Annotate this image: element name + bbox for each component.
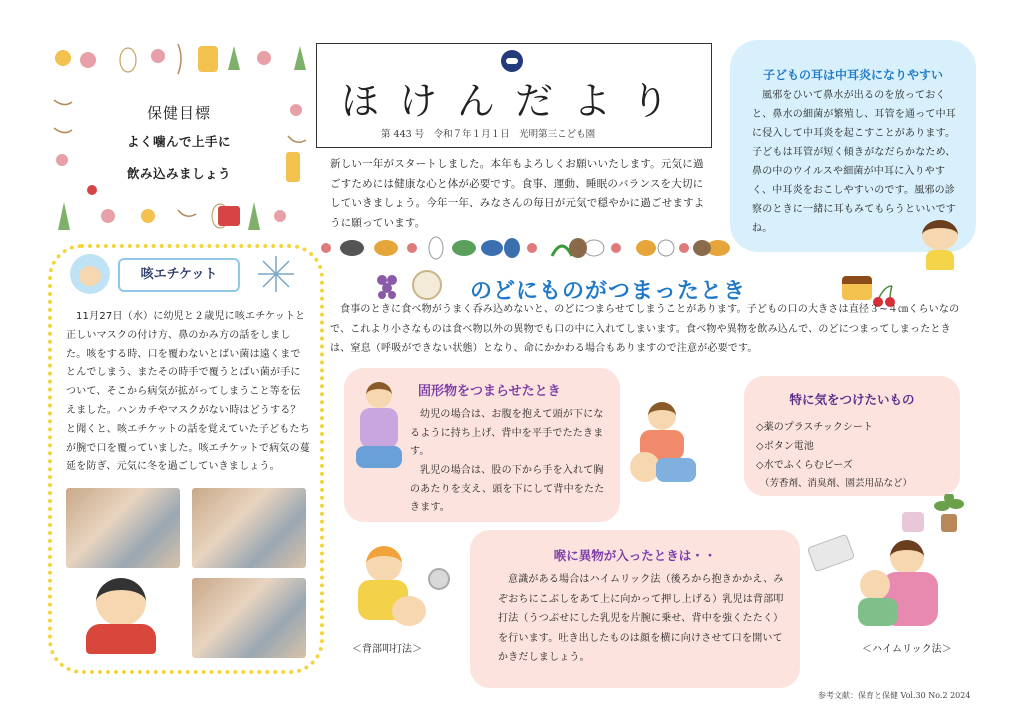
- cough-body: 11月27日（水）に幼児と２歳児に咳エチケットと正しいマスクの付け方、鼻のかみ方の話をしました。咳をする時、口を覆わないとばい菌は遠くまでとんでしまう、またその時手で覆うとばい菌が手について、そこから病気が拡がってしまうこと等を伝えました。ハンカチやマスクがない時はどうする？と聞くと、咳エチケットの話を覚えていた子どもたちが腕で口を覆っていました。咳エチケットで病気の蔓延を防ぎ、元気に冬を過ごしていきましょう。: [66, 311, 310, 473]
- caution-title: 特に気をつけたいもの: [789, 392, 915, 407]
- photo-1: [66, 488, 180, 568]
- goal-line-1: よく噛んで上手に: [126, 134, 231, 149]
- photo-2: [192, 488, 306, 568]
- school-logo-icon: [501, 50, 523, 72]
- choke-title: のどにものがつまったとき: [470, 279, 747, 304]
- solid-title: 固形物をつまらせたとき: [418, 384, 561, 399]
- ear-body: 風邪をひいて鼻水が出るのを放っておくと、鼻水の細菌が繁殖し、耳管を通って中耳に侵入して中耳炎を起こすことがあります。子どもは耳管が短く傾きがなだらかなため、鼻の中のウイルスや細菌が中耳に入りやすく、中耳炎をおこしやすいのです。風邪の診察のときに一緒に耳もみてもらうといいですね。: [752, 90, 956, 234]
- throat-body: 意識がある場合はハイムリック法（後ろから抱きかかえ、みぞおちにこぶしをあて上に向かって押し上げる）乳児は背部叩打法（うつぶせにした乳児を片腕に乗せ、背中を強くたたく）を行います。吐き出したものは顔を横に向けさせて口を開いてかきだしましょう。: [498, 574, 784, 663]
- cough-title: 咳エチケット: [140, 267, 218, 282]
- zodiac-animals-row: [316, 232, 736, 264]
- caution-item-1: ◇薬のプラスチックシート: [756, 422, 873, 433]
- intro-text: 新しい一年がスタートしました。本年もよろしくお願いいたします。元気に過ごすためには健康な心と体が必要です。食事、運動、睡眠のバランスを大切にしていきましょう。今年一年、みなさんの毎日が元気で穏やかに過ごせますように願っています。: [330, 158, 705, 229]
- pudding-illustration: [842, 276, 872, 300]
- goal-line-2: 飲み込みましょう: [126, 166, 231, 181]
- issue-line: 第 443 号 令和７年１月１日 光明第三こども園: [381, 129, 596, 140]
- cough-title-badge: [118, 258, 240, 292]
- caption-back-blow: ＜背部叩打法＞: [352, 644, 422, 655]
- coin-illustration: [428, 568, 450, 590]
- grapes-illustration: [374, 270, 402, 304]
- reference: 参考文献：保育と保健 Vol.30 No.2 2024: [818, 691, 971, 700]
- throat-card: [470, 530, 800, 688]
- title-box: [316, 43, 712, 148]
- pill-sheet-illustration: [807, 534, 855, 573]
- mochi-illustration: [412, 270, 442, 300]
- choke-body: 食事のときに食べ物がうまく呑み込めないと、のどにつまらせてしまうことがあります。子どもの口の大きさは直径３~４㎝くらいなので、これより小さなものは食べ物以外の異物でも口の中に入れてしまいます。食べ物や異物を飲み込んで、のどにつまってしまったときは、窒息（呼吸ができない状態）となり、命にかかわる場合もありますので注意が必要です。: [330, 304, 960, 354]
- plant-illustration: [932, 494, 966, 534]
- solid-para-1: 幼児の場合は、お腹を抱えて頭が下になるように持ち上げ、背中を平手でたたきます。: [410, 409, 604, 457]
- caution-note: （芳香剤、消臭剤、園芸用品など）: [760, 478, 913, 489]
- goal-frame: [48, 40, 310, 230]
- page-title: ほけんだより: [340, 79, 689, 123]
- solid-para-2: 乳児の場合は、股の下から手を入れて胸のあたりを支え、頭を下にして背中をたたきます。: [410, 465, 605, 513]
- throat-title: 喉に異物が入ったときは・・: [553, 548, 717, 563]
- heimlich-illustration: [850, 540, 950, 630]
- ear-title: 子どもの耳は中耳炎になりやすい: [762, 68, 943, 82]
- back-blow-illustration: [352, 546, 432, 634]
- infant-back-blow-illustration: [630, 402, 700, 486]
- boy-illustration: [916, 220, 964, 272]
- photo-3: [192, 578, 306, 658]
- cough-card: [48, 244, 324, 674]
- caution-card: [744, 376, 960, 496]
- caution-item-2: ◇ボタン電池: [756, 441, 814, 452]
- detergent-illustration: [902, 512, 924, 532]
- snowflake-fairy-icon: [256, 254, 296, 294]
- child-mask-illustration: [70, 254, 110, 294]
- caption-heimlich: ＜ハイムリック法＞: [862, 644, 952, 655]
- caution-item-3: ◇水でふくらむビーズ: [756, 460, 853, 471]
- goal-heading: 保健目標: [146, 104, 211, 122]
- mother-child-illustration: [352, 382, 406, 472]
- solid-card: [344, 368, 620, 522]
- cough-boy-illustration: [76, 578, 166, 658]
